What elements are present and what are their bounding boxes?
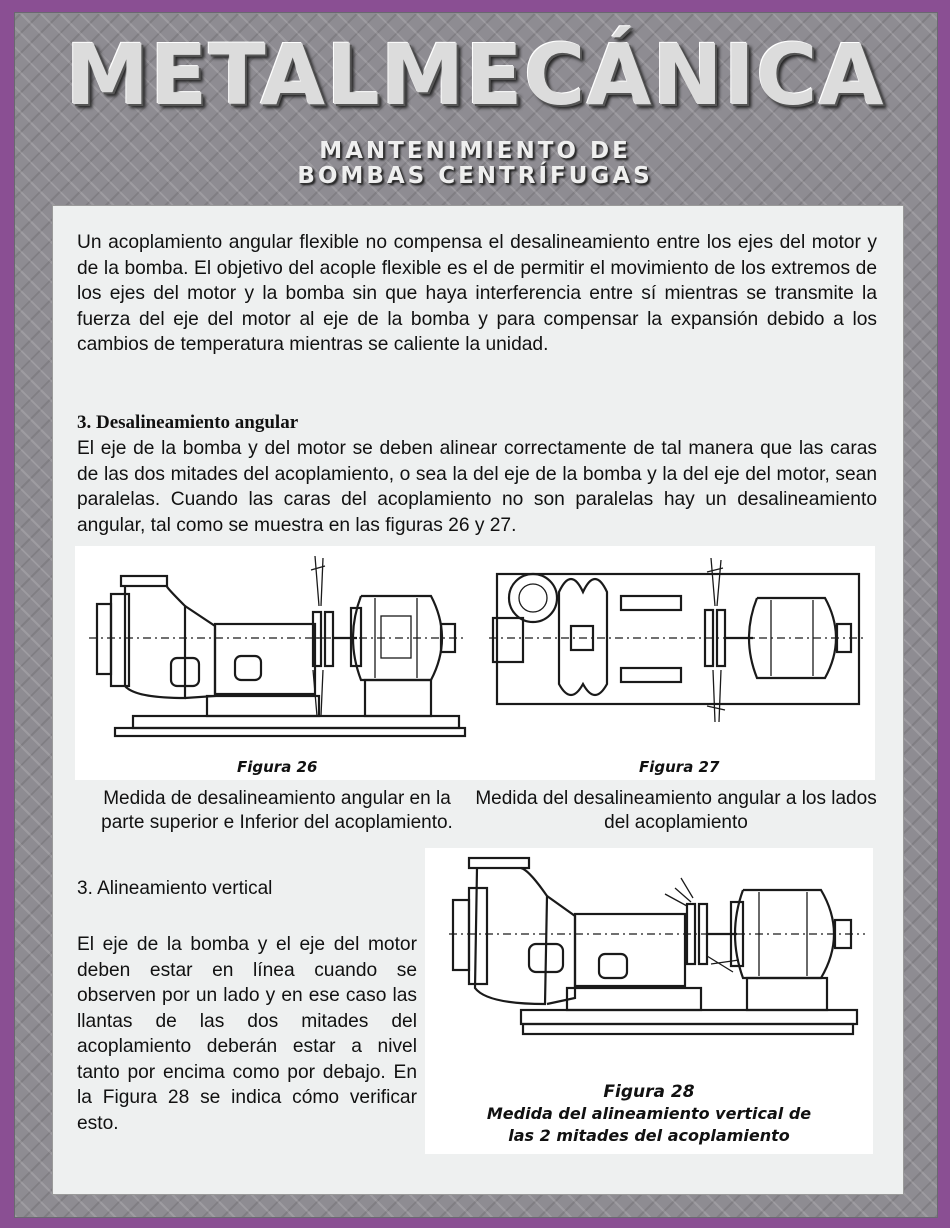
figure-28 [425, 848, 873, 1154]
article-content [52, 205, 904, 1195]
figure-28-caption-line1: Medida del alineamiento vertical de [486, 1104, 812, 1123]
header-subtitle-line2: BOMBAS CENTRÍFUGAS [297, 163, 653, 189]
figure-26-drawing [75, 546, 475, 751]
figure-28-label: Figura 28 [603, 1082, 695, 1102]
figure-26-label: Figura 26 [237, 758, 318, 776]
figure-26-caption: Medida de desalineamiento angular en la parte superior e Inferior del acoplamiento. [101, 788, 453, 833]
figure-27-drawing [475, 546, 875, 751]
vertical-paragraph: El eje de la bomba y el eje del motor deben estar en línea cuando se observen por un lado y en ese caso las llantas de las dos mitades del acoplamiento deberán estar a nivel tanto por encima como por debajo. En la Figura 28 se indica cómo verificar esto. [77, 934, 417, 1134]
figure-27-label: Figura 27 [639, 758, 720, 776]
section-heading-angular: 3. Desalineamiento angular [77, 412, 299, 433]
angular-paragraph: El eje de la bomba y del motor se deben alinear correctamente de tal manera que las caras de las dos mitades del acoplamiento, o sea la del eje de la bomba y la del eje del motor, sean paralelas. Cuando las caras del acoplamiento no son paralelas hay un desalineamiento angular, tal como se muestra en las figuras 26 y 27. [77, 438, 877, 536]
header-subtitle-line1: MANTENIMIENTO DE [319, 138, 631, 164]
intro-paragraph: Un acoplamiento angular flexible no compensa el desalineamiento entre los ejes del motor y de la bomba. El objetivo del acople flexible es el de permitir el movimiento de los extremos de los ejes del motor y la bomba sin que haya interferencia entre sí mientras se transmite la fuerza del eje del motor al eje de la bomba y para compensar la expansión debido a los cambios de temperatura mientras se caliente la unidad. [77, 232, 877, 355]
figure-28-caption-line2: las 2 mitades del acoplamiento [508, 1126, 790, 1145]
magazine-title: METALMECÁNICA [65, 26, 885, 124]
section-heading-vertical: 3. Alineamiento vertical [77, 878, 273, 899]
figures-26-27 [75, 546, 875, 780]
figure-28-drawing [425, 848, 873, 1078]
figure-27-caption: Medida del desalineamiento angular a los lados del acoplamiento [475, 788, 877, 833]
